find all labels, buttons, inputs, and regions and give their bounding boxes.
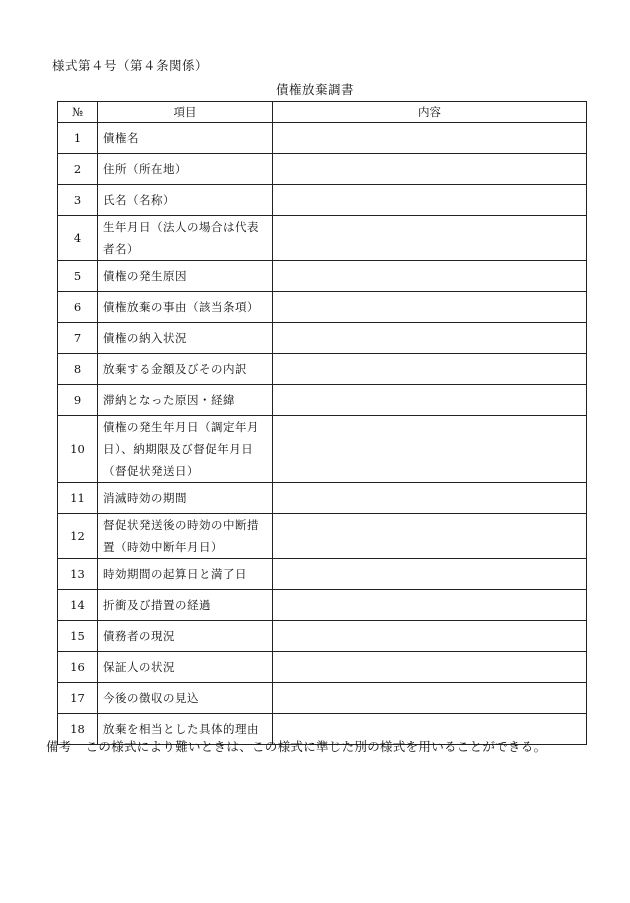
row-number: 7 <box>58 323 98 354</box>
table-row <box>58 652 587 683</box>
row-item: 債権放棄の事由（該当条項） <box>98 292 273 323</box>
row-number: 5 <box>58 261 98 292</box>
table-row <box>58 385 587 416</box>
row-item: 住所（所在地） <box>98 154 273 185</box>
row-item: 滞納となった原因・経緯 <box>98 385 273 416</box>
row-number: 2 <box>58 154 98 185</box>
row-number: 4 <box>58 216 98 261</box>
row-content[interactable] <box>273 323 587 354</box>
row-content[interactable] <box>273 683 587 714</box>
row-number: 1 <box>58 123 98 154</box>
table-row <box>58 590 587 621</box>
row-content[interactable] <box>273 354 587 385</box>
row-content[interactable] <box>273 590 587 621</box>
row-item: 放棄を相当とした具体的理由 <box>98 714 273 745</box>
row-content[interactable] <box>273 185 587 216</box>
document-title: 債権放棄調書 <box>275 82 354 97</box>
remark-label: 備考 <box>46 739 72 754</box>
row-content[interactable] <box>273 385 587 416</box>
row-item: 氏名（名称） <box>98 185 273 216</box>
table-row <box>58 559 587 590</box>
row-content[interactable] <box>273 514 587 559</box>
row-item: 債権の発生原因 <box>98 261 273 292</box>
row-item: 督促状発送後の時効の中断措置（時効中断年月日） <box>98 514 273 559</box>
row-number: 11 <box>58 483 98 514</box>
table-header-row <box>58 102 587 123</box>
row-number: 6 <box>58 292 98 323</box>
row-number: 15 <box>58 621 98 652</box>
row-item: 放棄する金額及びその内訳 <box>98 354 273 385</box>
remark-note <box>46 737 546 755</box>
row-item: 今後の徴収の見込 <box>98 683 273 714</box>
table-row <box>58 261 587 292</box>
row-content[interactable] <box>273 559 587 590</box>
table-row <box>58 185 587 216</box>
row-content[interactable] <box>273 621 587 652</box>
row-content[interactable] <box>273 216 587 261</box>
table-row <box>58 683 587 714</box>
remark-text: この様式により難いときは、この様式に準じた別の様式を用いることができる。 <box>85 739 547 754</box>
row-number: 12 <box>58 514 98 559</box>
row-number: 13 <box>58 559 98 590</box>
table-row <box>58 292 587 323</box>
row-item: 債権名 <box>98 123 273 154</box>
table-row <box>58 123 587 154</box>
row-number: 10 <box>58 416 98 483</box>
row-number: 18 <box>58 714 98 745</box>
row-content[interactable] <box>273 652 587 683</box>
row-number: 17 <box>58 683 98 714</box>
header-content: 内容 <box>273 102 587 123</box>
form-number-label: 様式第４号（第４条関係） <box>52 58 209 73</box>
table-row <box>58 216 587 261</box>
row-content[interactable] <box>273 261 587 292</box>
row-item: 債権の発生年月日（調定年月日）、納期限及び督促年月日（督促状発送日） <box>98 416 273 483</box>
table-row <box>58 354 587 385</box>
waiver-survey-table <box>57 101 587 745</box>
row-content[interactable] <box>273 483 587 514</box>
table-row <box>58 514 587 559</box>
row-number: 14 <box>58 590 98 621</box>
table-row <box>58 483 587 514</box>
header-no: № <box>58 102 98 123</box>
table-row <box>58 154 587 185</box>
row-number: 8 <box>58 354 98 385</box>
row-content[interactable] <box>273 416 587 483</box>
row-item: 時効期間の起算日と満了日 <box>98 559 273 590</box>
row-content[interactable] <box>273 123 587 154</box>
row-item: 債権の納入状況 <box>98 323 273 354</box>
row-item: 債務者の現況 <box>98 621 273 652</box>
table-row <box>58 621 587 652</box>
row-item: 消滅時効の期間 <box>98 483 273 514</box>
row-content[interactable] <box>273 154 587 185</box>
row-item: 折衝及び措置の経過 <box>98 590 273 621</box>
row-number: 16 <box>58 652 98 683</box>
row-item: 保証人の状況 <box>98 652 273 683</box>
table-row <box>58 323 587 354</box>
row-content[interactable] <box>273 292 587 323</box>
table-row <box>58 416 587 483</box>
row-item: 生年月日（法人の場合は代表者名） <box>98 216 273 261</box>
row-number: 3 <box>58 185 98 216</box>
header-item: 項目 <box>98 102 273 123</box>
row-number: 9 <box>58 385 98 416</box>
